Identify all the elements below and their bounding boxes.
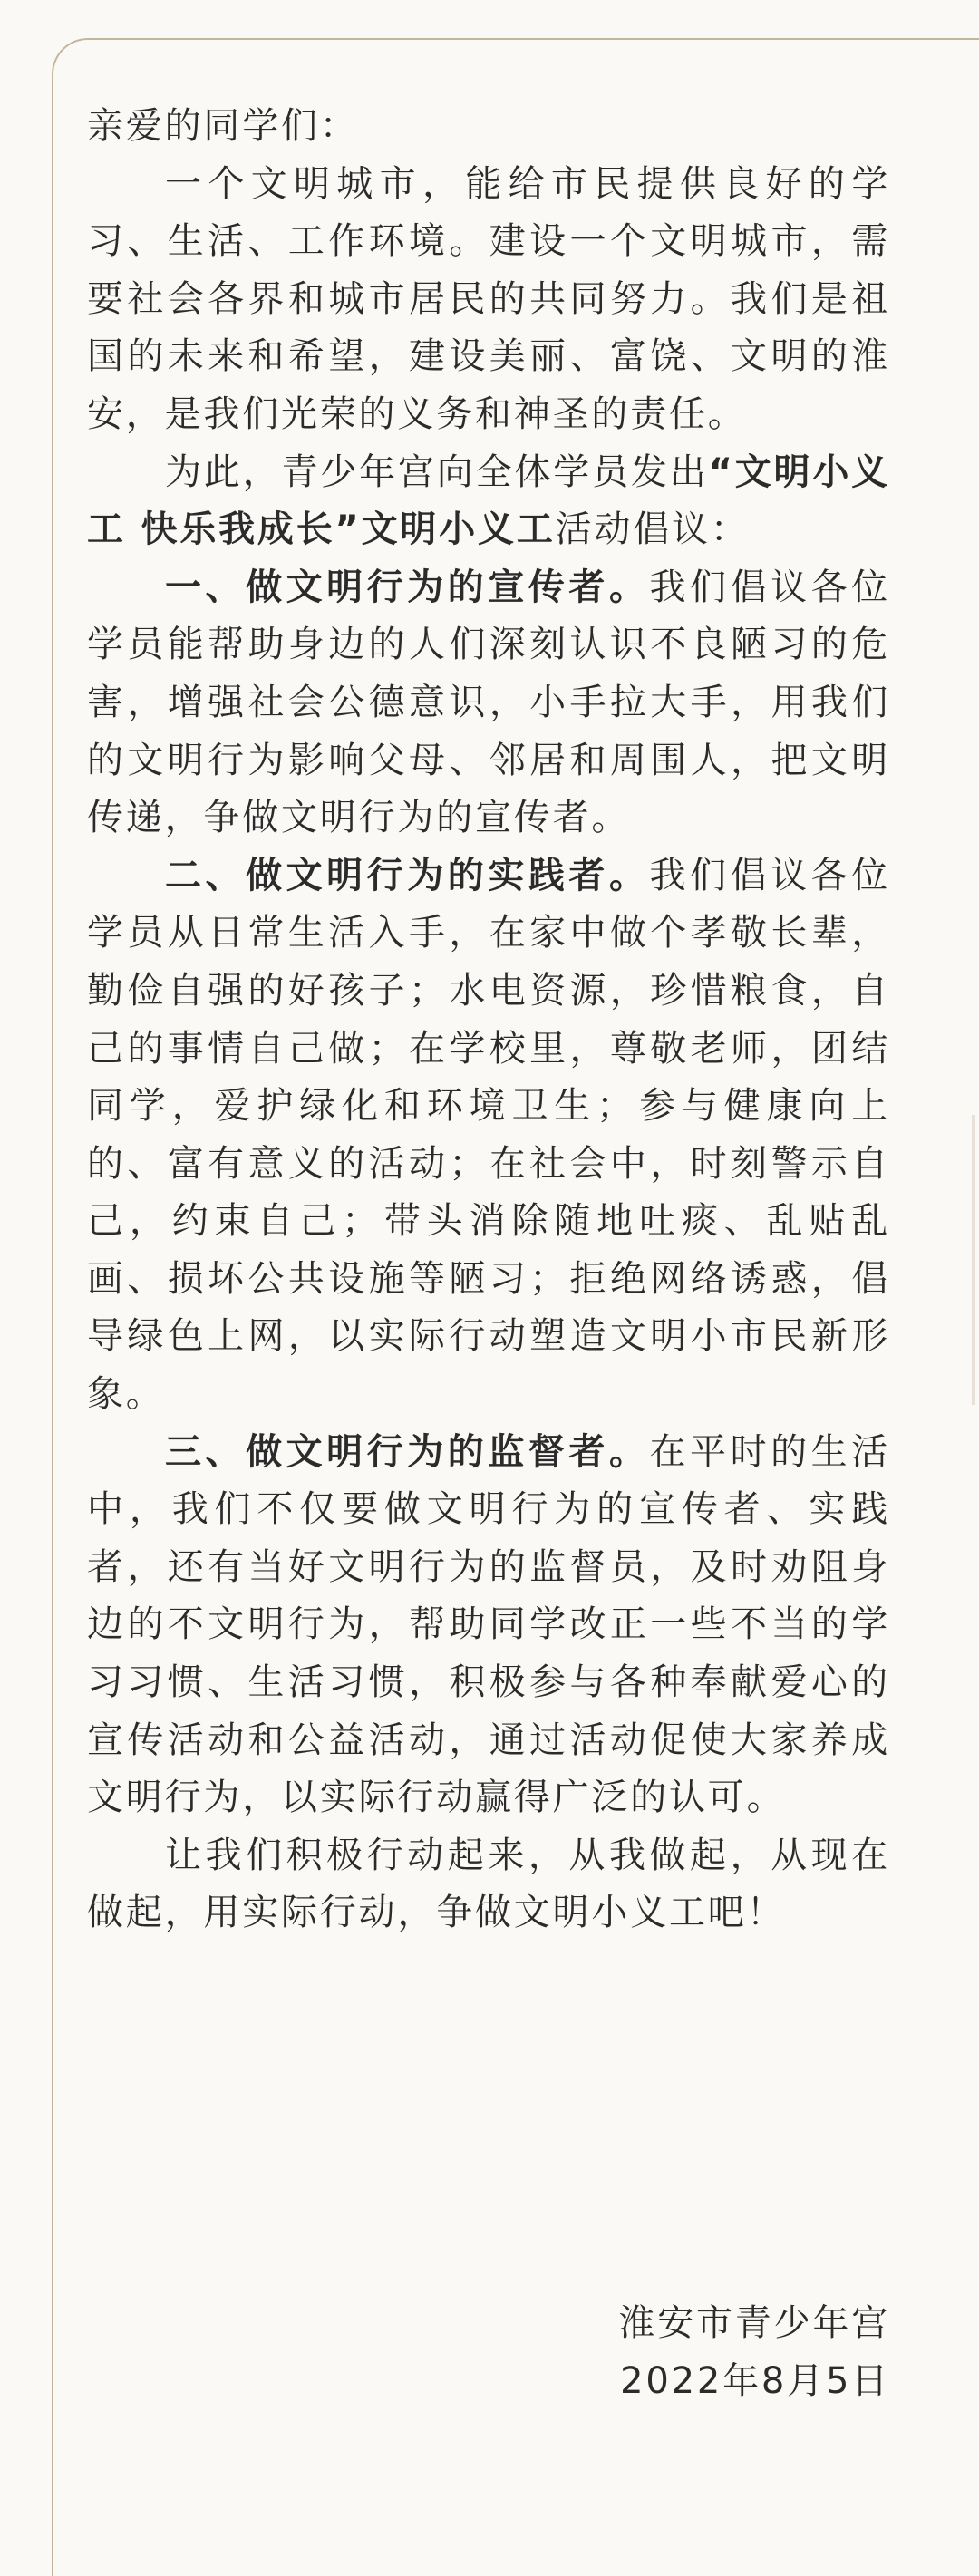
edge-shadow (972, 1115, 975, 1405)
proposal-1-heading: 一、做文明行为的宣传者。 (165, 566, 650, 608)
proposal-2 (87, 847, 890, 1424)
call-suffix: 活动倡议： (555, 508, 750, 551)
proposal-3-heading: 三、做文明行为的监督者。 (165, 1430, 650, 1473)
call-paragraph (87, 444, 890, 559)
proposal-2-body: 我们倡议各位学员从日常生活入手，在家中做个孝敬长辈，勤俭自强的好孩子；水电资源，珍惜粮食，自己的事情自己做；在学校里，尊敬老师，团结同学，爱护绿化和环境卫生；参与健康向上的、富有意义的活动；在社会中，时刻警示自己，约束自己；带头消除随地吐痰、乱贴乱画、损坏公共设施等陋习；拒绝网络诱惑，倡导绿色上网，以实际行动塑造文明小市民新形象。 (87, 854, 890, 1416)
signature-org: 淮安市青少年宫 (618, 2302, 890, 2344)
proposal-2-heading: 二、做文明行为的实践者。 (165, 854, 650, 896)
intro-paragraph: 一个文明城市，能给市民提供良好的学习、生活、工作环境。建设一个文明城市，需要社会各界和城市居民的共同努力。我们是祖国的未来和希望，建设美丽、富饶、文明的淮安，是我们光荣的义务和神圣的责任。 (87, 162, 890, 435)
call-prefix: 为此，青少年宫向全体学员发出 (165, 450, 709, 493)
signature-date: 2022年8月5日 (620, 2359, 890, 2402)
closing-paragraph: 让我们积极行动起来，从我做起，从现在做起，用实际行动，争做文明小义工吧！ (87, 1834, 890, 1934)
letter-body (87, 98, 890, 1942)
proposal-1-body: 我们倡议各位学员能帮助身边的人们深刻认识不良陋习的危害，增强社会公德意识，小手拉大手，用我们的文明行为影响父母、邻居和周围人，把文明传递，争做文明行为的宣传者。 (87, 566, 890, 839)
greeting: 亲爱的同学们： (87, 105, 359, 147)
signature-block (87, 2295, 890, 2410)
proposal-1 (87, 559, 890, 847)
proposal-3-body: 在平时的生活中，我们不仅要做文明行为的宣传者、实践者，还有当好文明行为的监督员，及时劝阻身边的不文明行为，帮助同学改正一些不当的学习习惯、生活习惯，积极参与各种奉献爱心的宣传活动和公益活动，通过活动促使大家养成文明行为，以实际行动赢得广泛的认可。 (87, 1430, 890, 1819)
campaign-name: “文明小义工 快乐我成长”文明小义工 (87, 450, 890, 551)
proposal-3 (87, 1424, 890, 1827)
